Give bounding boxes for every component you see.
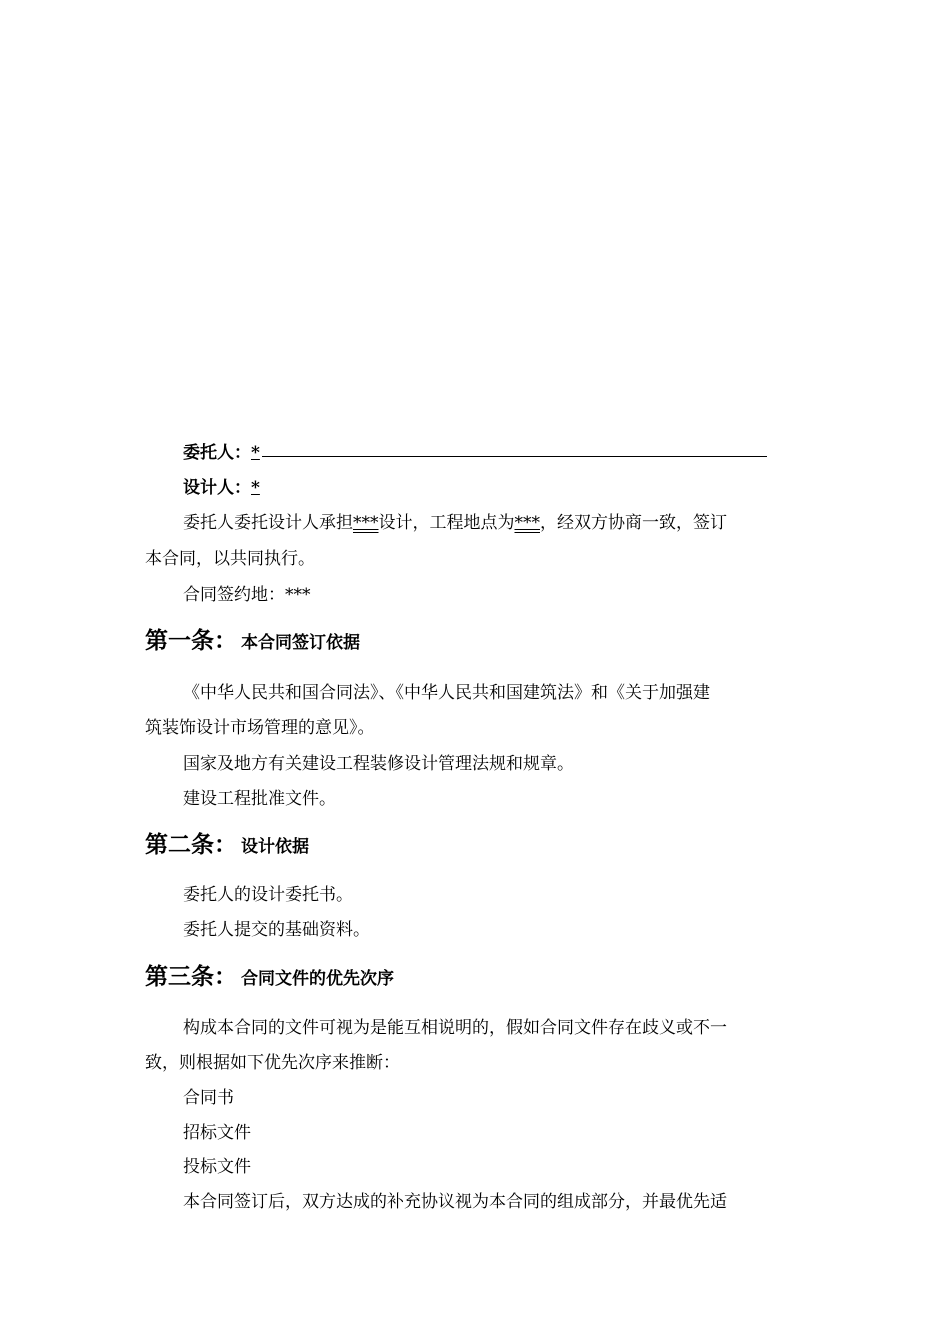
article3-p1-line1: 构成本合同的文件可视为是能互相说明的，假如合同文件存在歧义或不一: [183, 1018, 727, 1038]
article1-p3: 建设工程批准文件。: [183, 789, 336, 809]
article3-item1: 合同书: [183, 1088, 234, 1108]
intro-paragraph-line1: [183, 508, 727, 533]
article3-p1-line2: 致，则根据如下优先次序来推断：: [145, 1053, 400, 1073]
article3-number: 第三条：: [145, 963, 237, 990]
client-line: [183, 438, 260, 463]
article3-item3: 投标文件: [183, 1157, 251, 1177]
article1-p2: 国家及地方有关建设工程装修设计管理法规和规章。: [183, 754, 574, 774]
client-label: 委托人：: [183, 443, 251, 463]
article3-title: 合同文件的优先次序: [241, 969, 394, 989]
client-value: *: [251, 443, 260, 463]
designer-line: [183, 473, 260, 498]
article3-item2: 招标文件: [183, 1123, 251, 1143]
article1-p1-line2: 筑装饰设计市场管理的意见》。: [145, 718, 375, 738]
intro-text-a: 委托人委托设计人承担: [183, 513, 353, 533]
article2-p1: 委托人的设计委托书。: [183, 885, 353, 905]
article1-heading: [145, 622, 360, 655]
article3-p2-line1: 本合同签订后，双方达成的补充协议视为本合同的组成部分，并最优先适: [183, 1192, 727, 1212]
client-underline: [262, 456, 767, 457]
intro-text-e: ，经双方协商一致，签订: [540, 513, 727, 533]
project-location-value: ***: [514, 513, 540, 533]
designer-value: *: [251, 478, 260, 498]
project-name-value: ***: [353, 513, 379, 533]
article2-number: 第二条：: [145, 831, 237, 858]
designer-label: 设计人：: [183, 478, 251, 498]
article1-number: 第一条：: [145, 627, 237, 654]
article2-p2: 委托人提交的基础资料。: [183, 920, 370, 940]
article1-p1-line1: 《中华人民共和国合同法》、《中华人民共和国建筑法》和《关于加强建: [183, 683, 710, 703]
article2-heading: [145, 826, 309, 859]
article2-title: 设计依据: [241, 837, 309, 857]
intro-paragraph-line2: 本合同，以共同执行。: [145, 549, 315, 569]
article1-title: 本合同签订依据: [241, 633, 360, 653]
intro-text-c: 设计，工程地点为: [378, 513, 515, 533]
sign-place: 合同签约地：***: [183, 585, 311, 605]
article3-heading: [145, 958, 394, 991]
